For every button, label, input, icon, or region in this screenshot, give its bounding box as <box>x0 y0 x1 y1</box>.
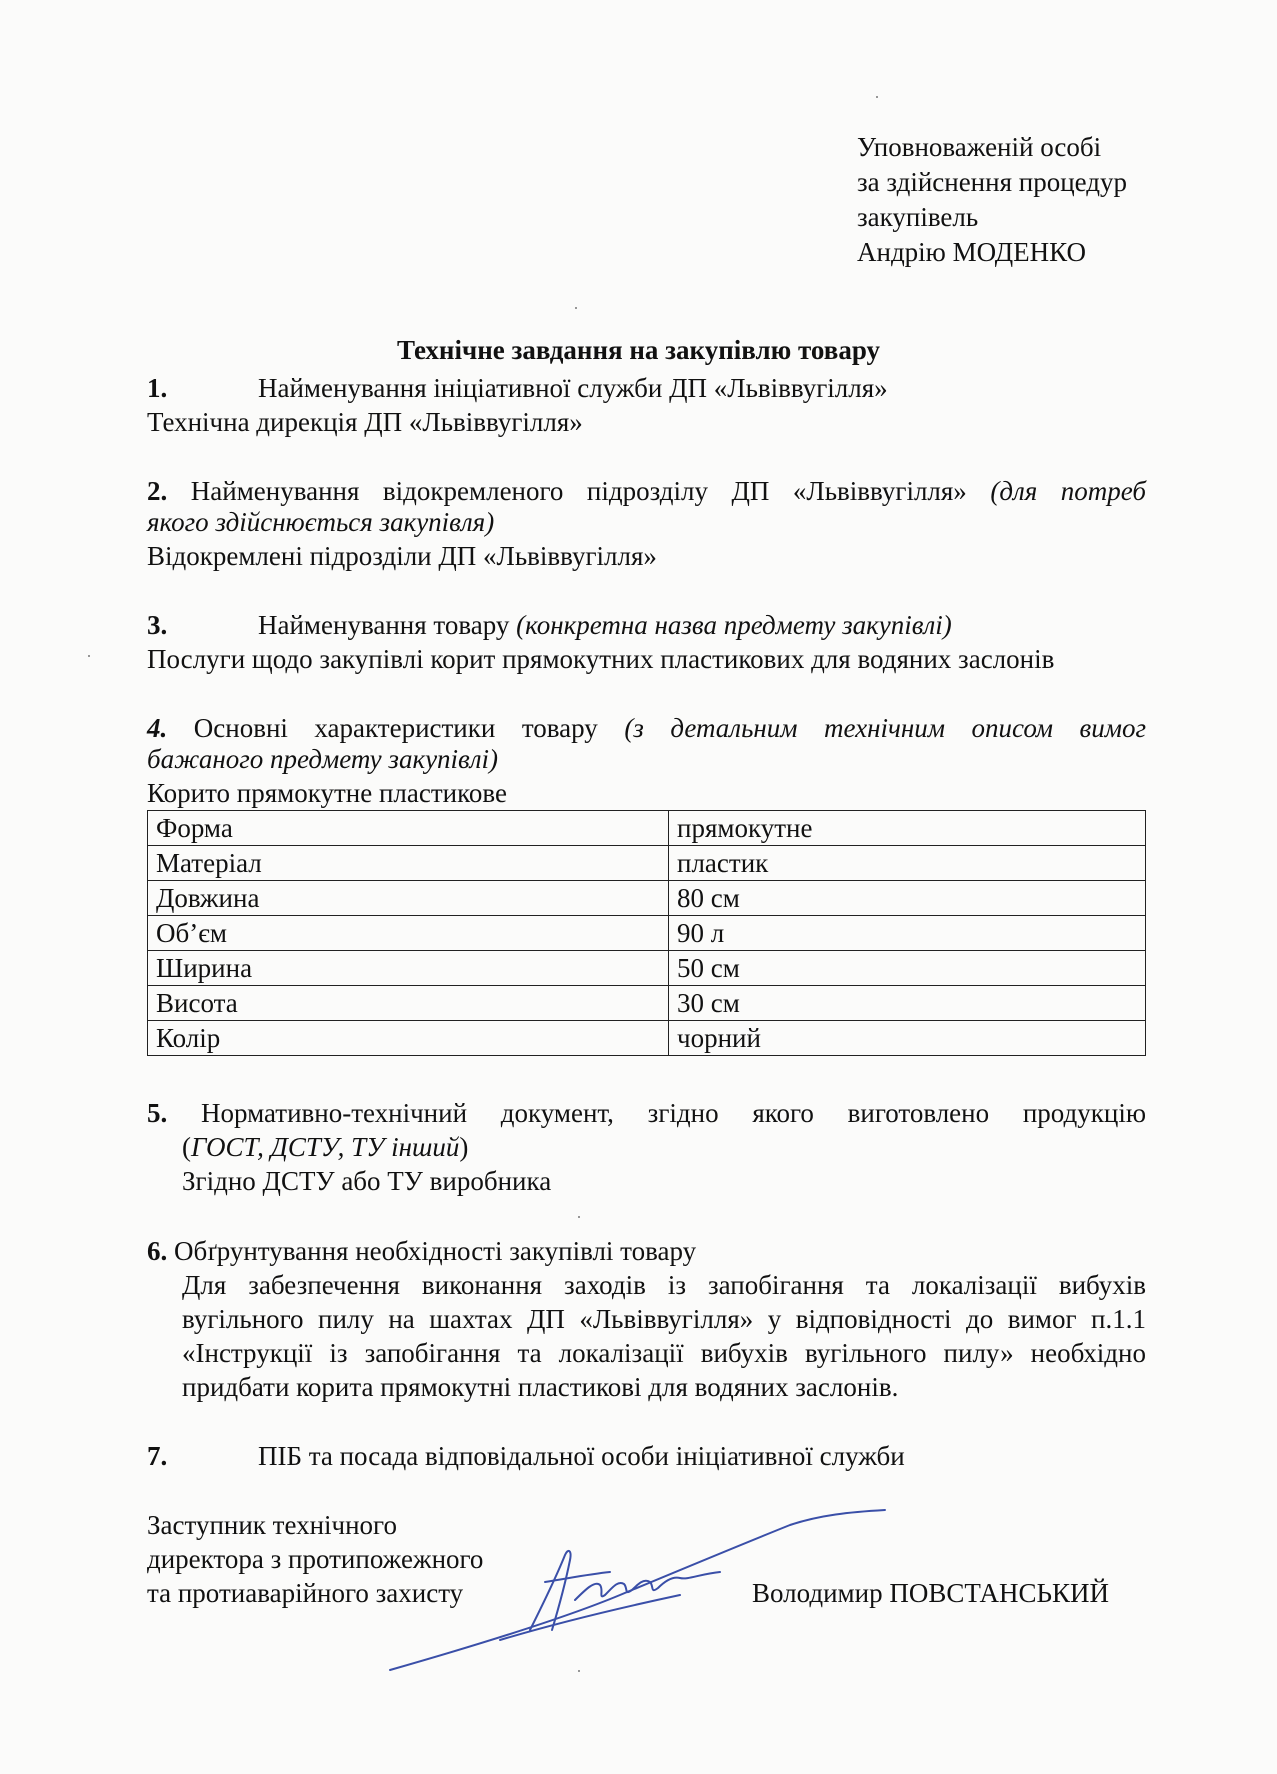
scan-speck <box>88 655 90 657</box>
signatory-position-line: директора з протипожежного <box>147 1544 484 1574</box>
handwritten-signature <box>380 1500 900 1680</box>
section-2-heading-line <box>147 474 1146 508</box>
value-cell: прямокутне <box>669 811 1146 846</box>
value-cell: 30 см <box>669 986 1146 1021</box>
section-5-note: ГОСТ, ДСТУ, ТУ інший <box>191 1132 460 1162</box>
param-cell: Матеріал <box>148 846 669 881</box>
signatory-position-line: Заступник технічного <box>147 1510 397 1540</box>
section-4-note-cont: бажаного предмету закупівлі) <box>147 744 499 774</box>
value-cell: 80 см <box>669 881 1146 916</box>
section-2-heading: Найменування відокремленого підрозділу ДП «Львіввугілля» <box>190 476 967 506</box>
section-4-heading: Основні характеристики товару <box>193 713 598 743</box>
section-6-text-line: придбати корита прямокутні пластикові для водяних заслонів. <box>182 1372 899 1402</box>
section-1-value: Технічна дирекція ДП «Львіввугілля» <box>147 407 583 437</box>
param-cell: Колір <box>148 1021 669 1056</box>
document-title: Технічне завдання на закупівлю товару <box>396 335 880 365</box>
param-cell: Об’єм <box>148 916 669 951</box>
value-cell: пластик <box>669 846 1146 881</box>
table-row <box>148 916 1146 951</box>
scan-speck <box>578 1670 580 1672</box>
value-cell: 50 см <box>669 951 1146 986</box>
table-row <box>148 881 1146 916</box>
addressee-name: Андрію МОДЕНКО <box>857 237 1087 267</box>
section-4-note: (з детальним технічним описом вимог <box>624 713 1147 743</box>
section-5-number: 5. <box>147 1098 168 1128</box>
section-4-value: Корито прямокутне пластикове <box>147 778 507 808</box>
param-cell: Ширина <box>148 951 669 986</box>
section-3-note: (конкретна назва предмету закупівлі) <box>516 610 952 640</box>
characteristics-table <box>147 810 1146 1056</box>
addressee-line: за здійснення процедур <box>857 167 1128 197</box>
section-3-heading: Найменування товару <box>258 610 510 640</box>
param-cell: Висота <box>148 986 669 1021</box>
signatory-position-line: та протиаварійного захисту <box>147 1578 464 1608</box>
section-5-note-open: ( <box>182 1132 191 1162</box>
section-5-heading-line <box>147 1096 1146 1130</box>
section-6-number: 6. <box>147 1236 168 1266</box>
section-2-number: 2. <box>147 476 168 506</box>
value-cell: 90 л <box>669 916 1146 951</box>
value-cell: чорний <box>669 1021 1146 1056</box>
section-7-heading: ПІБ та посада відповідальної особи ініціативної служби <box>258 1441 905 1471</box>
section-5-note-line <box>182 1130 468 1164</box>
param-cell: Довжина <box>148 881 669 916</box>
section-7-number: 7. <box>147 1441 168 1471</box>
section-6-text-line: «Інструкції із запобігання та локалізації вибухів вугільного пилу» необхідно <box>182 1338 1146 1368</box>
section-4-number: 4. <box>147 713 168 743</box>
table-row <box>148 951 1146 986</box>
section-4-heading-line <box>147 711 1146 745</box>
section-6-heading: Обґрунтування необхідності закупівлі товару <box>174 1236 697 1266</box>
section-5-heading: Нормативно-технічний документ, згідно якого виготовлено продукцію <box>201 1098 1147 1128</box>
section-2-value: Відокремлені підрозділи ДП «Львіввугілля» <box>147 541 657 571</box>
addressee-block <box>857 130 1127 270</box>
scan-speck <box>876 96 878 98</box>
table-row <box>148 846 1146 881</box>
scan-speck <box>578 1216 580 1218</box>
section-1-heading: Найменування ініціативної служби ДП «Львіввугілля» <box>258 373 888 403</box>
section-1-number: 1. <box>147 373 168 403</box>
section-6-text-line: вугільного пилу на шахтах ДП «Львіввугілля» у відповідності до вимог п.1.1 <box>182 1304 1146 1334</box>
section-2-note: (для потреб <box>990 476 1147 506</box>
addressee-line: закупівель <box>857 202 979 232</box>
table-row <box>148 811 1146 846</box>
section-3-number: 3. <box>147 610 168 640</box>
signatory-name: Володимир ПОВСТАНСЬКИЙ <box>752 1578 1109 1608</box>
section-6-heading-line <box>147 1234 696 1268</box>
table-row <box>148 986 1146 1021</box>
section-6-text-line: Для забезпечення виконання заходів із запобігання та локалізації вибухів <box>182 1270 1146 1300</box>
param-cell: Форма <box>148 811 669 846</box>
scan-speck <box>575 307 577 309</box>
section-5-note-close: ) <box>459 1132 469 1162</box>
section-2-note-cont: якого здійснюється закупівля) <box>147 507 495 537</box>
section-3-heading-line <box>258 608 952 642</box>
addressee-line: Уповноваженій особі <box>857 132 1102 162</box>
table-row <box>148 1021 1146 1056</box>
section-3-value: Послуги щодо закупівлі корит прямокутних пластикових для водяних заслонів <box>147 644 1055 674</box>
section-5-value: Згідно ДСТУ або ТУ виробника <box>182 1166 552 1196</box>
